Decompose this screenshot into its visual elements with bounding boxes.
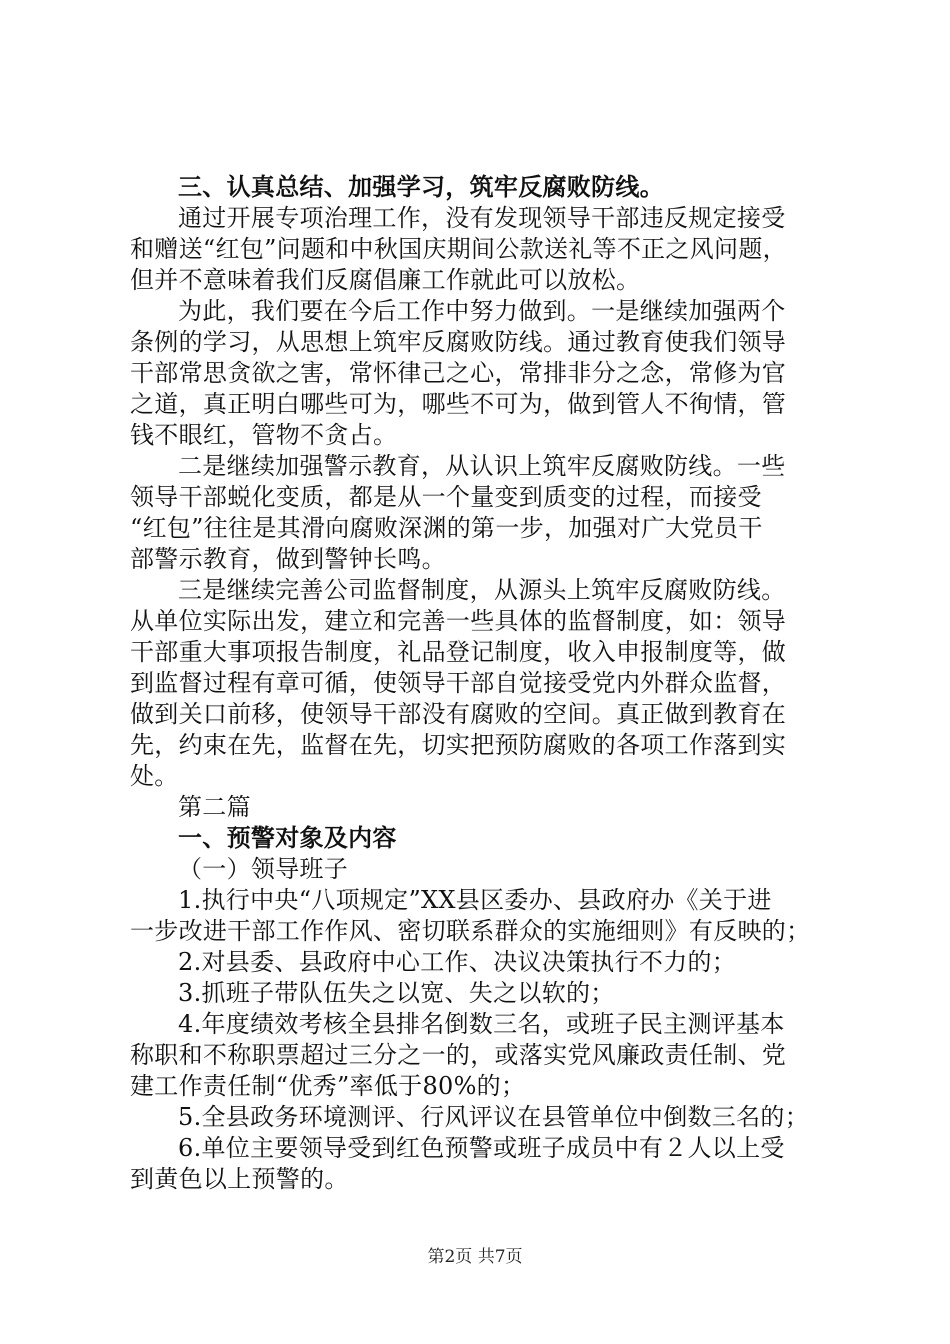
part-title: 第二篇 <box>178 793 251 821</box>
list-item-line: 2.对县委、县政府中心工作、决议决策执行不力的； <box>178 948 737 976</box>
paragraph-line: 通过开展专项治理工作，没有发现领导干部违反规定接受 <box>178 204 786 232</box>
list-item-line: 5.全县政务环境测评、行风评议在县管单位中倒数三名的； <box>178 1103 809 1131</box>
paragraph-line: 但并不意味着我们反腐倡廉工作就此可以放松。 <box>130 266 641 294</box>
paragraph-line: 三是继续完善公司监督制度，从源头上筑牢反腐败防线。 <box>178 576 786 604</box>
paragraph-line: 钱不眼红，管物不贪占。 <box>130 421 398 449</box>
document-body <box>130 172 830 1195</box>
list-item-line: 到黄色以上预警的。 <box>130 1165 349 1193</box>
paragraph-line: 干部重大事项报告制度，礼品登记制度，收入申报制度等，做 <box>130 638 787 666</box>
list-item-line: 1.执行中央“八项规定”XX县区委办、县政府办《关于进 <box>178 886 772 914</box>
section-heading: 三、认真总结、加强学习，筑牢反腐败防线。 <box>178 173 664 201</box>
paragraph-line: 和赠送“红包”问题和中秋国庆期间公款送礼等不正之风问题， <box>130 235 787 263</box>
section-heading-2: 一、预警对象及内容 <box>178 824 397 852</box>
subsection-heading: （一）领导班子 <box>178 855 349 883</box>
paragraph-line: 到监督过程有章可循，使领导干部自觉接受党内外群众监督， <box>130 669 787 697</box>
list-item-line: 3.抓班子带队伍失之以宽、失之以软的； <box>178 979 615 1007</box>
list-item-line: 6.单位主要领导受到红色预警或班子成员中有２人以上受 <box>178 1134 785 1162</box>
paragraph-line: 二是继续加强警示教育，从认识上筑牢反腐败防线。一些 <box>178 452 786 480</box>
paragraph-line: 干部常思贪欲之害，常怀律己之心，常排非分之念，常修为官 <box>130 359 787 387</box>
list-item-line: 4.年度绩效考核全县排名倒数三名，或班子民主测评基本 <box>178 1010 785 1038</box>
paragraph-line: “红包”往往是其滑向腐败深渊的第一步，加强对广大党员干 <box>130 514 763 542</box>
paragraph-line: 先，约束在先，监督在先，切实把预防腐败的各项工作落到实 <box>130 731 787 759</box>
paragraph-line: 之道，真正明白哪些可为，哪些不可为，做到管人不徇情，管 <box>130 390 787 418</box>
paragraph-line: 领导干部蜕化变质，都是从一个量变到质变的过程，而接受 <box>130 483 762 511</box>
list-item-line: 一步改进干部工作作风、密切联系群众的实施细则》有反映的； <box>130 917 811 945</box>
paragraph-line: 处。 <box>130 762 179 790</box>
paragraph-line: 为此，我们要在今后工作中努力做到。一是继续加强两个 <box>178 297 786 325</box>
list-item-line: 称职和不称职票超过三分之一的，或落实党风廉政责任制、党 <box>130 1041 787 1069</box>
paragraph-line: 做到关口前移，使领导干部没有腐败的空间。真正做到教育在 <box>130 700 787 728</box>
paragraph-line: 条例的学习，从思想上筑牢反腐败防线。通过教育使我们领导 <box>130 328 787 356</box>
page-number-footer: 第2页 共7页 <box>427 1247 523 1267</box>
paragraph-line: 部警示教育，做到警钟长鸣。 <box>130 545 446 573</box>
paragraph-line: 从单位实际出发，建立和完善一些具体的监督制度，如：领导 <box>130 607 787 635</box>
list-item-line: 建工作责任制“优秀”率低于80%的； <box>130 1072 526 1100</box>
